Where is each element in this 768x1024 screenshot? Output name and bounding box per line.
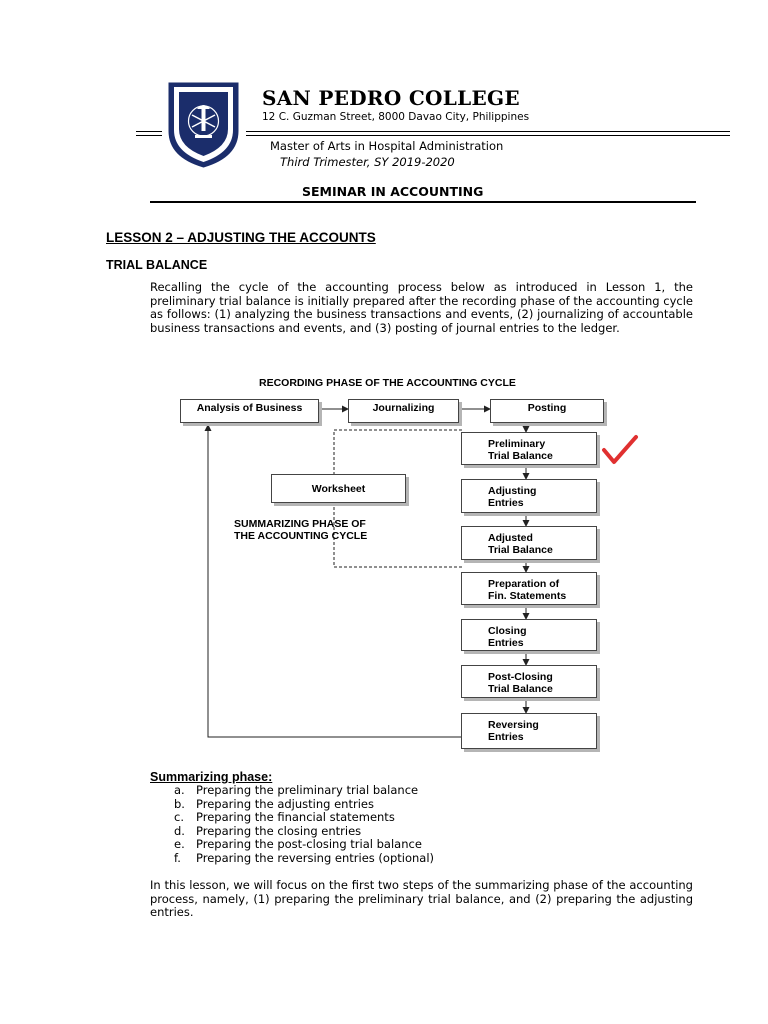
step-adjusting-entries: Adjusting Entries — [461, 479, 597, 513]
step-journalizing: Journalizing — [348, 399, 459, 423]
program-name: Master of Arts in Hospital Administration — [270, 139, 504, 153]
checkmark-icon — [604, 437, 636, 462]
lesson-title: LESSON 2 – ADJUSTING THE ACCOUNTS — [106, 230, 376, 245]
summarizing-phase-title: Summarizing phase: — [150, 770, 273, 784]
step-adjusted-trial-balance: Adjusted Trial Balance — [461, 526, 597, 560]
closing-paragraph: In this lesson, we will focus on the first two steps of the summarizing phase of the accounting process, namely, (1) preparing the preliminary trial balance, and (2) preparing the adjusting entries. — [150, 878, 693, 920]
step-preliminary-trial-balance: Preliminary Trial Balance — [461, 432, 597, 465]
step-reversing-entries: Reversing Entries — [461, 713, 597, 749]
list-item: e. Preparing the post-closing trial balance — [174, 837, 422, 851]
worksheet-box: Worksheet — [271, 474, 406, 503]
school-name: SAN PEDRO COLLEGE — [262, 86, 520, 110]
step-posting: Posting — [490, 399, 604, 423]
list-item: f. Preparing the reversing entries (optional) — [174, 850, 435, 865]
academic-term: Third Trimester, SY 2019-2020 — [280, 155, 455, 169]
list-item: a. Preparing the preliminary trial balance — [174, 783, 419, 797]
step-preparation-of-fin-statements: Preparation of Fin. Statements — [461, 572, 597, 605]
step-post-closing-trial-balance: Post-Closing Trial Balance — [461, 665, 597, 698]
list-item: b. Preparing the adjusting entries — [174, 796, 374, 811]
subject-title: SEMINAR IN ACCOUNTING — [302, 184, 484, 199]
section-heading: TRIAL BALANCE — [106, 258, 208, 272]
recording-phase-title: RECORDING PHASE OF THE ACCOUNTING CYCLE — [259, 377, 516, 389]
step-analysis-of-business: Analysis of Business — [180, 399, 319, 423]
step-closing-entries: Closing Entries — [461, 619, 597, 651]
school-address: 12 C. Guzman Street, 8000 Davao City, Philippines — [262, 111, 530, 123]
intro-paragraph: Recalling the cycle of the accounting process below as introduced in Lesson 1, the preliminary trial balance is initially prepared after the recording phase of the accounting cycle as follows: (1) analyzing the business transactions and events, (2) journalizing of accountable business transactions and events, and (3) posting of journal entries to the ledger. — [150, 280, 693, 336]
list-item: c. Preparing the financial statements — [174, 810, 395, 824]
summarizing-steps-list — [174, 784, 434, 865]
summarizing-phase-caption: SUMMARIZING PHASE OF THE ACCOUNTING CYCLE — [234, 518, 368, 542]
list-item: d. Preparing the closing entries — [174, 823, 362, 838]
